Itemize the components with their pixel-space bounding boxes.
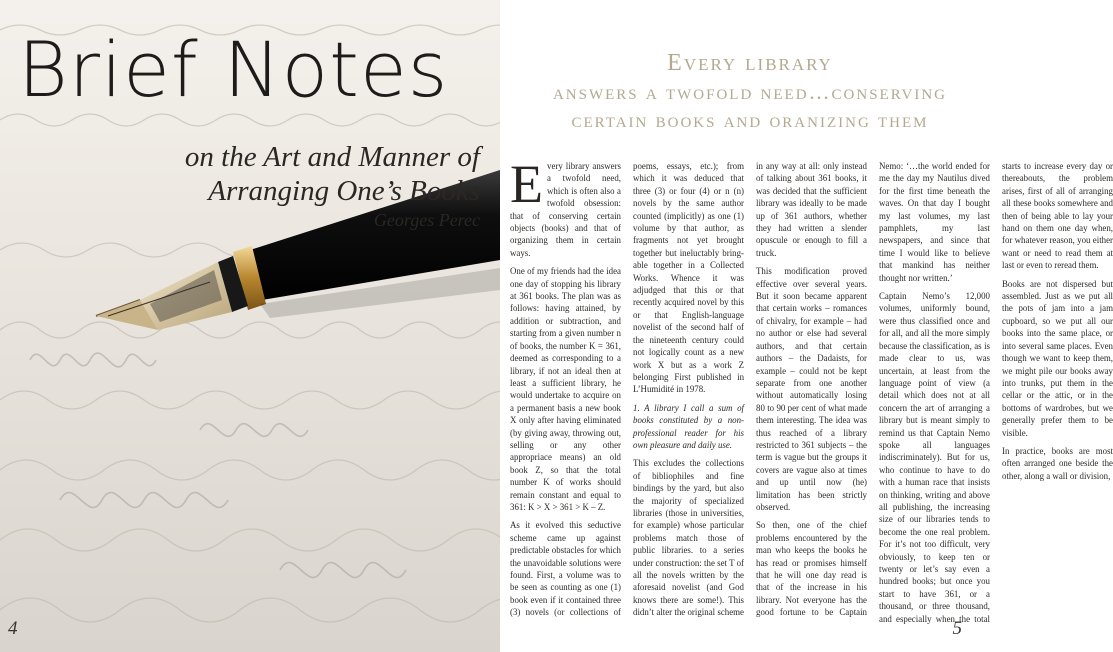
pull-quote-line-2: answers a twofold need…conserving [552, 80, 948, 104]
right-page [500, 0, 1113, 652]
article-title: Brief Notes [18, 25, 449, 114]
footnote: 1. A library I call a sum of books constituted by a non-professional reader for his own pleasure and daily use. [633, 402, 744, 450]
author-name: Georges Perec [373, 210, 480, 230]
body-paragraph: As it evolved this seductive scheme came up against predictable obstacles for which the unavoidable solutions were found. First, a volume was to be seen as counting as one (1) book even if it contained three (3) novels (or collections of poems, essays, etc.); from which it was deduced that three (3) or four (4) or n (n) novels by the same author counted (implicitly) as one (1) volume by that author, as fragments not yet brought together but ineluctably bring-able together in a Collected Works. Whence it was adjudged that this or that recently acquired novel by this or that English-language novelist of the second half of the nineteenth century could not logically count as a new work X but as a work Z belonging First published in L’Humidité in 1978. [510, 161, 744, 618]
pull-quote-line-3: certain books and oranizing them [571, 108, 929, 132]
page-number-right: 5 [952, 618, 962, 639]
body-paragraph: In practice, books are most often arranged one beside the other, along a wall or division, [1002, 445, 1113, 481]
subtitle-line-2: Arranging One’s Books [208, 175, 480, 207]
body-paragraph-text: very library answers a twofold need, which is often also a twofold obsession: that of conserving certain objects (books) and that of organizing them in certain ways. [510, 161, 621, 258]
body-paragraph: Books are not dispersed but assembled. Just as we put all the pots of jam into a jam cupboard, so we put all our books into the same place, or into several same places. Even though we want to keep them, we might pile our books away into trunks, put them in the cellar or the attic, or in the bottoms of wardrobes, but we generally prefer them to be visible. [1002, 278, 1113, 438]
body-paragraph: This excludes the collections of bibliophiles and fine bindings by the yard, but also the majority of specialized libraries (those in universities, for example) whose particular problems match those of public libraries. to a series under construction: the set T of all the novels written by the aforesaid novelist (and God knows there are some!). This didn’t alter the original scheme in any way at all: only instead of talking about 361 books, it was decided that the sufficient library was ideally to be made up of 361 authors, whether they had written a slender opuscule or enough to fill a truck. [633, 161, 867, 618]
body-paragraph: One of my friends had the idea one day of stopping his library at 361 books. The plan was as follows: having attained, by addition or subtraction, and starting from a given number n of books, the number K = 361, deemed as corresponding to a library, if not an ideal then at least a sufficient library, he would undertake to acquire on a permanent basis a new book X only after having eliminated (by giving away, throwing out, selling or any other appropriace means) an old book Z, so that the total number K of works should remain constant and equal to 361: K > X > 361 > K – Z. [510, 266, 621, 512]
body-paragraph: So then, one of the chief problems encountered by the man who keeps the books he has read or promises himself that he will one day read is that of the increase in his library. Not everyone has the good fortune to be Captain Nemo: ‘…the world ended for me the day my Nautilus dived for the first time beneath the waves. On that day I bought my last volumes, my last pamphlets, my last newspapers, and since that time I would like to believe that mankind has neither thought nor written.’ [756, 161, 990, 618]
body-text-columns [510, 154, 1113, 630]
page-number-left: 4 [8, 618, 18, 639]
pull-quote [500, 48, 1000, 134]
body-paragraph: Captain Nemo’s 12,000 volumes, uniformly bound, were thus classified once and for all, and all the more simply because the classification, as is made clear to us, was uncertain, at least from the language point of view (a detail which does not at all concern the art of arranging a library but is meant simply to remind us that Captain Nemo spoke all languages indiscriminately). But for us, who continue to have to do with a human race that insists on thinking, writing and above all publishing, the increasing size of our libraries tends to become the one real problem. For it’s not too difficult, very obviously, to keep ten or twenty or let’s say even a hundred books; but once you start to have 361, or a thousand, or three thousand, and especially when the total starts to increase every day or thereabouts, the problem arises, first of all of arranging all these books somewhere and then of being able to lay your hand on them one day when, for whatever reason, you either want or need to read them at last or even to reread them. [879, 161, 1113, 624]
subtitle-line-1: on the Art and Manner of [184, 141, 480, 173]
pull-quote-line-1: Every library [667, 50, 833, 76]
drop-cap: E [510, 154, 543, 214]
subtitle-block [185, 140, 480, 231]
body-paragraph: This modification proved effective over several years. But it soon became apparent that certain works – romances of chivalry, for example – had no author or else had several authors, and that certain authors – the Dadaists, for example – could not be kept separate from one another without automatically losing 80 to 90 per cent of what made them interesting. The idea was thus reached of a library restricted to 361 subjects – the term is vague but the groups it covers are vague also at times and up until now (he) limitation has been strictly observed. [756, 266, 867, 512]
left-page [0, 0, 500, 652]
body-paragraph [510, 154, 621, 259]
